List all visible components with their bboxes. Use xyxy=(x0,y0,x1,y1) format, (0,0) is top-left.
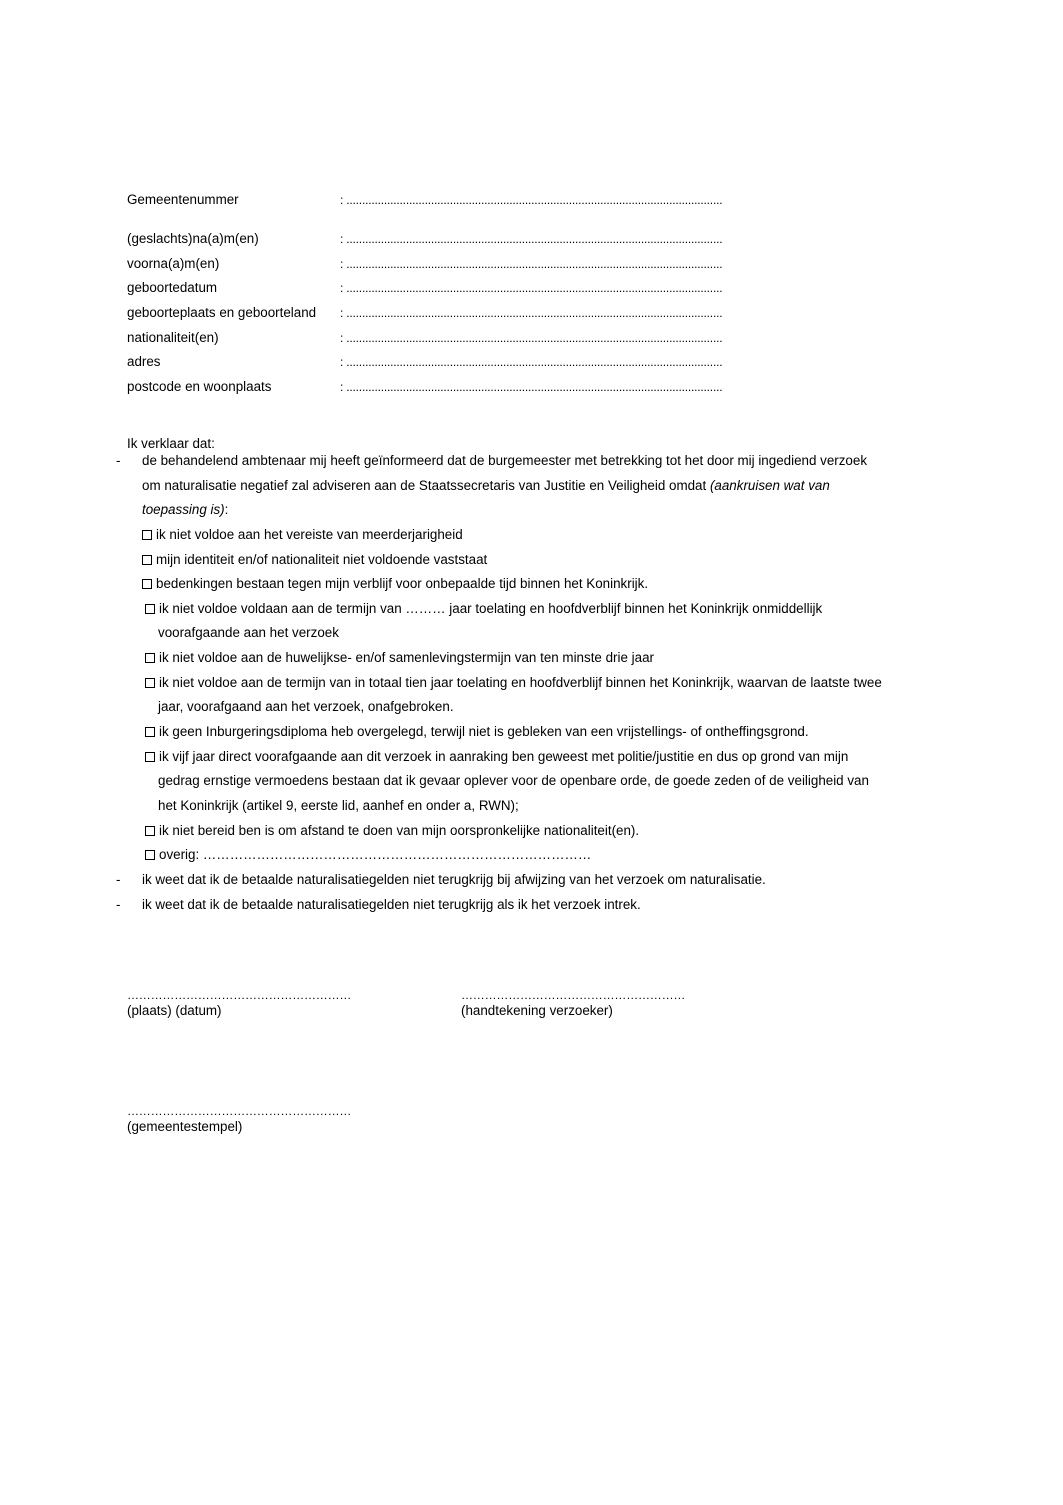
bullet-dash: - xyxy=(116,872,121,887)
field-fill-line[interactable]: : ........................................................................................................................ xyxy=(340,281,723,295)
field-label: adres xyxy=(127,354,161,369)
option-termijn[interactable] xyxy=(145,600,822,618)
option-meerderjarigheid[interactable] xyxy=(142,526,463,544)
field-fill-line[interactable]: : ........................................................................................................................ xyxy=(340,232,723,246)
stamp-line[interactable]: ………………………………………………… xyxy=(127,1104,352,1118)
option-text: mijn identiteit en/of nationaliteit niet voldoende vaststaat xyxy=(156,552,488,567)
text-plain: : xyxy=(224,502,229,517)
declaration-bullet-3: ik weet dat ik de betaalde naturalisatiegelden niet terugkrijg als ik het verzoek intrek. xyxy=(142,897,641,912)
declaration-bullet-1-line-3 xyxy=(142,501,228,519)
checkbox-icon[interactable] xyxy=(145,826,155,836)
option-politie-justitie-line-3: het Koninkrijk (artikel 9, eerste lid, aanhef en onder a, RWN); xyxy=(158,798,519,813)
option-overig[interactable] xyxy=(145,846,591,864)
checkbox-icon[interactable] xyxy=(145,752,155,762)
option-politie-justitie-line-2: gedrag ernstige vermoedens bestaan dat ik gevaar oplever voor de openbare orde, de goede zeden of de veiligheid van xyxy=(158,773,869,788)
declaration-bullet-1-line-2 xyxy=(142,477,830,495)
place-date-line[interactable]: ………………………………………………… xyxy=(127,988,352,1002)
declaration-bullet-2: ik weet dat ik de betaalde naturalisatiegelden niet terugkrijg bij afwijzing van het verzoek om naturalisatie. xyxy=(142,872,766,887)
field-label: (geslachts)na(a)m(en) xyxy=(127,231,259,246)
option-tien-jaar[interactable] xyxy=(145,674,882,692)
field-label: geboorteplaats en geboorteland xyxy=(127,305,317,320)
checkbox-icon[interactable] xyxy=(145,678,155,688)
declaration-bullet-1-line-1: de behandelend ambtenaar mij heeft geïnformeerd dat de burgemeester met betrekking tot het door mij ingediend verzoek xyxy=(142,453,868,468)
option-tien-jaar-line-2: jaar, voorafgaand aan het verzoek, onafgebroken. xyxy=(158,699,454,714)
checkbox-icon[interactable] xyxy=(145,604,155,614)
option-text: overig: …………………………………………………………………………… xyxy=(159,847,592,862)
option-text: ik niet bereid ben is om afstand te doen van mijn oorspronkelijke nationaliteit(en). xyxy=(159,823,640,838)
field-fill-line[interactable]: : ........................................................................................................................ xyxy=(340,193,723,207)
place-date-label: (plaats) (datum) xyxy=(127,1003,222,1018)
stamp-label: (gemeentestempel) xyxy=(127,1119,243,1134)
field-label: postcode en woonplaats xyxy=(127,379,272,394)
bullet-dash: - xyxy=(116,897,121,912)
field-fill-line[interactable]: : ........................................................................................................................ xyxy=(340,257,723,271)
field-fill-line[interactable]: : ........................................................................................................................ xyxy=(340,331,723,345)
field-label: Gemeentenummer xyxy=(127,192,239,207)
option-huwelijk[interactable] xyxy=(145,649,654,667)
option-politie-justitie[interactable] xyxy=(145,748,848,766)
field-fill-line[interactable]: : ........................................................................................................................ xyxy=(340,380,723,394)
option-text: ik niet voldoe aan het vereiste van meerderjarigheid xyxy=(156,527,463,542)
bullet-dash: - xyxy=(116,453,121,468)
declaration-intro: Ik verklaar dat: xyxy=(127,436,215,451)
checkbox-icon[interactable] xyxy=(142,530,152,540)
checkbox-icon[interactable] xyxy=(142,579,152,589)
field-label: geboortedatum xyxy=(127,280,218,295)
option-text: ik vijf jaar direct voorafgaande aan dit verzoek in aanraking ben geweest met politie/justitie en dus op grond van mijn xyxy=(159,749,849,764)
option-afstand-nationaliteit[interactable] xyxy=(145,822,639,840)
option-text: bedenkingen bestaan tegen mijn verblijf voor onbepaalde tijd binnen het Koninkrijk. xyxy=(156,576,649,591)
checkbox-icon[interactable] xyxy=(142,555,152,565)
option-termijn-line-2: voorafgaande aan het verzoek xyxy=(158,625,339,640)
field-fill-line[interactable]: : ........................................................................................................................ xyxy=(340,355,723,369)
option-text: ik niet voldoe voldaan aan de termijn van ……… jaar toelating en hoofdverblijf binnen het Koninkrijk onmiddellijk xyxy=(159,601,823,616)
signature-label: (handtekening verzoeker) xyxy=(461,1003,613,1018)
checkbox-icon[interactable] xyxy=(145,653,155,663)
option-text: ik geen Inburgeringsdiploma heb overgelegd, terwijl niet is gebleken van een vrijstellings- of ontheffingsgrond. xyxy=(159,724,809,739)
text-italic: toepassing is) xyxy=(142,502,225,517)
signature-line[interactable]: ………………………………………………… xyxy=(461,988,686,1002)
option-verblijf[interactable] xyxy=(142,575,648,593)
option-text: ik niet voldoe aan de huwelijkse- en/of samenlevingstermijn van ten minste drie jaar xyxy=(159,650,654,665)
option-identiteit[interactable] xyxy=(142,551,487,569)
checkbox-icon[interactable] xyxy=(145,727,155,737)
text-plain: om naturalisatie negatief zal adviseren aan de Staatssecretaris van Justitie en Veiligheid omdat xyxy=(142,478,710,493)
checkbox-icon[interactable] xyxy=(145,850,155,860)
field-fill-line[interactable]: : ........................................................................................................................ xyxy=(340,306,723,320)
option-inburgering[interactable] xyxy=(145,723,809,741)
field-label: nationaliteit(en) xyxy=(127,330,219,345)
field-label: voorna(a)m(en) xyxy=(127,256,220,271)
text-italic: (aankruisen wat van xyxy=(709,478,830,493)
option-text: ik niet voldoe aan de termijn van in totaal tien jaar toelating en hoofdverblijf binnen het Koninkrijk, waarvan de laatste twee xyxy=(159,675,882,690)
